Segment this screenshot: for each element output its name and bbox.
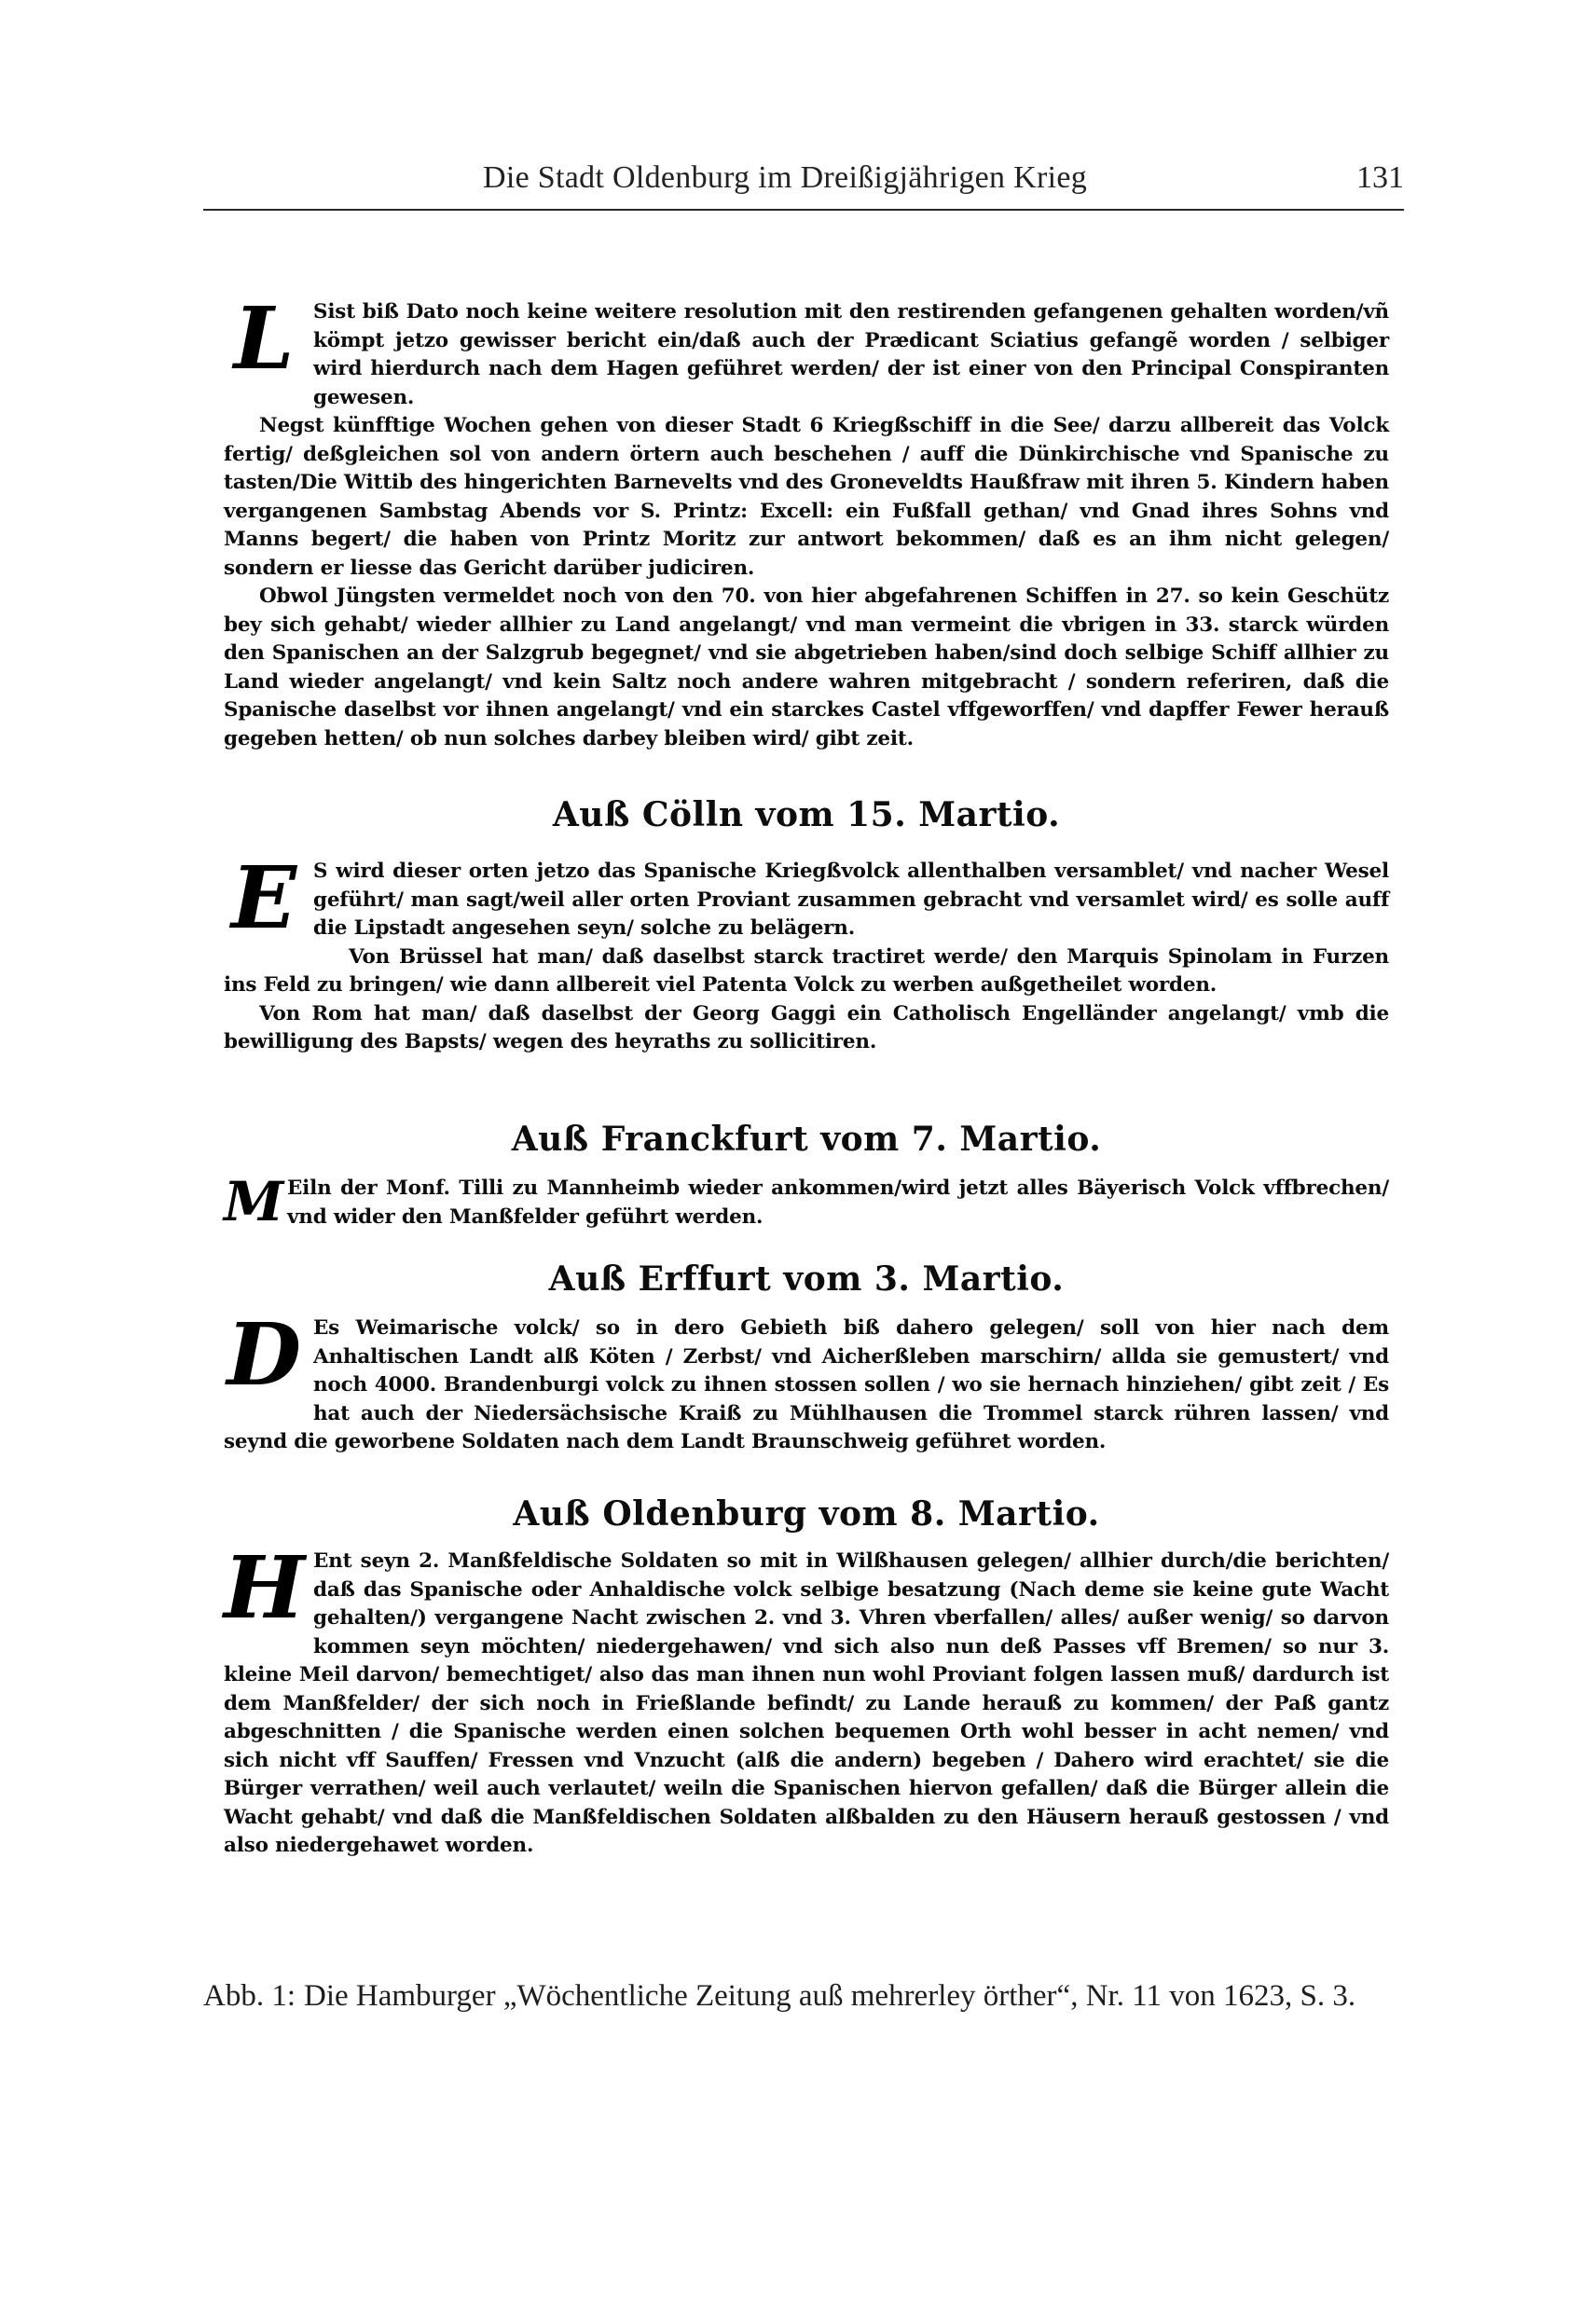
news-paragraph: S wird dieser orten jetzo das Spanische Kriegßvolck allenthalben versamblet/ vnd nacher Wesel geführt/ man sagt/weil aller orten Proviant zusammen gebracht vnd versamlet wird/ es solle auff die Lipstadt angesehen seyn/ solche zu belägern. [313, 860, 1389, 940]
news-paragraph: Ent seyn 2. Manßfeldische Soldaten so mit in Wilßhausen gelegen/ allhier durch/die berichten/ daß das Spanische oder Anhaldische volck selbige besatzung (Nach deme sie keine gute Wacht gehalten/) vergangene Nacht zwischen 2. vnd 3. Vhren vberfallen/ alles/ außer wenig/ so darvon kommen seyn möchten/ niedergehawen/ vnd sich also nun deß Passes vff Bremen/ so nur 3. kleine Meil darvon/ bemechtiget/ also das man ihnen nun wohl Proviant folgen lassen muß/ dardurch ist dem Manßfelder/ der sich noch in Frießlande befindt/ zu Lande herauß zu kommen/ der Paß gantz abgeschnitten / die Spanische werden einen solchen bequemen Orth wohl besser in acht nemen/ vnd sich nicht vff Sauffen/ Fressen vnd Vnzucht (alß die andern) begeben / Dahero wird erachtet/ sie die Bürger verrathen/ weil auch verlautet/ weiln die Spanischen hiervon gefallen/ daß die Bürger allein die Wacht gehabt/ vnd daß die Manßfeldischen Soldaten alßbalden zu den Häusern herauß gestossen / vnd also niedergehawet worden. [224, 1549, 1389, 1857]
news-section-3 [224, 1170, 1389, 1233]
decorated-initial: E [231, 847, 296, 948]
news-paragraph: Negst künfftige Wochen gehen von dieser Stadt 6 Kriegßschiff in die See/ darzu allbereit das Volck fertig/ deßgleichen sol von andern örtern auch beschehen / auff die Dünkirchische vnd Spanische zu tasten/Die Wittib des hingerichten Barnevelts vnd des Groneveldts Haußfraw mit ihren 5. Kindern haben vergangenen Sambstag Abends vor S. Printz: Excell: ein Fußfall gethan/ vnd Gnad ihres Sohns vnd Manns begert/ die haben von Printz Moritz zur antwort bekommen/ daß es an ihm nicht gelegen/ sondern er liesse das Gericht darüber judiciren. [224, 414, 1389, 580]
decorated-initial: H [224, 1537, 305, 1638]
running-header [203, 157, 1404, 211]
news-paragraph: Es Weimarische volck/ so in dero Gebieth biß dahero gelegen/ soll von hier nach dem Anhaltischen Landt alß Köten / Zerbst/ vnd Aicherßleben marschirn/ allda sie gemustert/ vnd noch 4000. Brandenburgi volck zu ihnen stossen sollen / wo sie hernach hinziehen/ gibt zeit / Es hat auch der Niedersächsische Kraiß zu Mühlhausen die Trommel starck rühren lassen/ vnd seynd die geworbene Soldaten nach dem Landt Braunschweig geführet worden. [224, 1316, 1389, 1453]
dateline-erfurt: Auß Erffurt vom 3. Martio. [548, 1259, 1065, 1299]
decorated-initial: L [233, 288, 295, 389]
caption-label: Abb. 1: [203, 1979, 296, 2013]
newspaper-facsimile [224, 288, 1389, 1920]
news-section-4 [224, 1304, 1389, 1457]
dateline-coelln: Auß Cölln vom 15. Martio. [552, 795, 1061, 834]
news-section-5 [224, 1537, 1389, 1861]
news-section-2 [224, 847, 1389, 1057]
figure-caption [203, 1976, 1406, 2016]
news-paragraph: Sist biß Dato noch keine weitere resolution mit den restirenden gefangenen gehalten worden/vñ kömpt jetzo gewisser bericht ein/daß auch der Prædicant Sciatius gefangẽ worden / selbiger wird hierdurch nach dem Hagen geführet werden/ der ist einer von den Principal Conspiranten gewesen. [313, 300, 1389, 409]
news-paragraph: Eiln der Monf. Tilli zu Mannheimb wieder ankommen/wird jetzt alles Bäyerisch Volck vffbrechen/ vnd wider den Manßfelder geführt werden. [287, 1177, 1389, 1229]
decorated-initial: D [227, 1304, 301, 1405]
news-section-1 [224, 288, 1389, 753]
decorated-initial: M [224, 1170, 284, 1233]
running-title: Die Stadt Oldenburg im Dreißigjährigen Krieg [483, 160, 1088, 195]
news-paragraph: Obwol Jüngsten vermeldet noch von den 70. von hier abgefahrenen Schiffen in 27. so kein Geschütz bey sich gehabt/ wieder allhier zu Land angelangt/ vnd man vermeint die vbrigen in 33. starck würden den Spanischen an der Salzgrub begegnet/ vnd sie abgetrieben haben/sind doch selbige Schiff allhier zu Land wieder angelangt/ vnd kein Saltz noch andere wahren mitgebracht / sondern referiren, daß die Spanische daselbst vor ihnen angelangt/ vnd ein starckes Castel vffgeworffen/ vnd dapffer Fewer herauß gegeben hetten/ ob nun solches darbey bleiben wird/ gibt zeit. [224, 585, 1389, 750]
news-paragraph: Von Rom hat man/ daß daselbst der Georg Gaggi ein Catholisch Engelländer angelangt/ vmb die bewilligung des Bapsts/ wegen des heyraths zu sollicitiren. [224, 1001, 1389, 1053]
dateline-oldenburg: Auß Oldenburg vom 8. Martio. [513, 1494, 1100, 1534]
news-paragraph: Von Brüssel hat man/ daß daselbst starck tractiret werde/ den Marquis Spinolam in Furzen ins Feld zu bringen/ wie dann allbereit viel Patenta Volck zu werben außgetheilet worden. [224, 944, 1389, 997]
caption-text: Die Hamburger „Wöchentliche Zeitung auß mehrerley örther“, Nr. 11 von 1623, S. 3. [304, 1979, 1356, 2013]
page-number: 131 [1356, 160, 1404, 195]
dateline-frankfurt: Auß Franckfurt vom 7. Martio. [511, 1120, 1102, 1159]
